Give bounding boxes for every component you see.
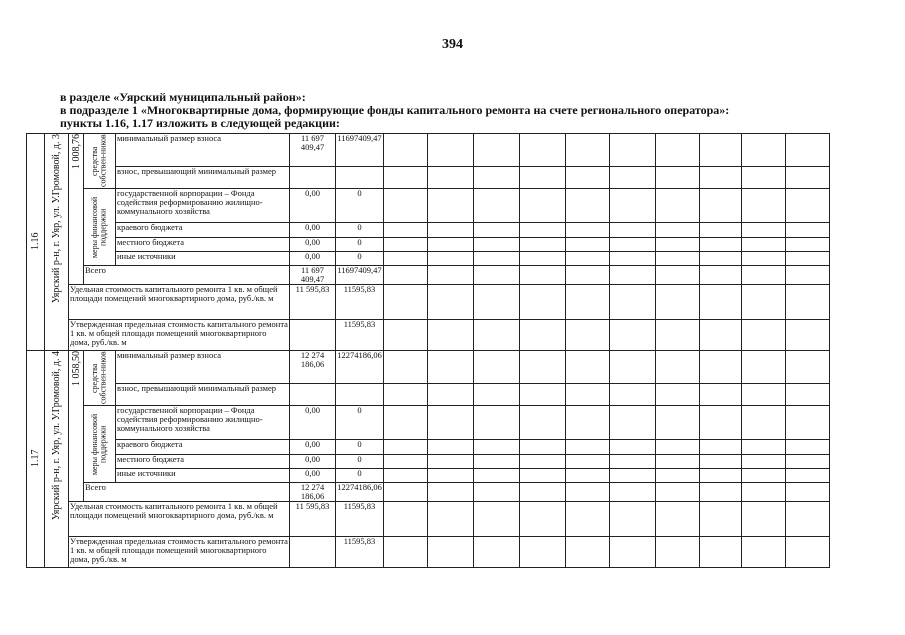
value-cell	[290, 320, 336, 351]
empty-cell	[428, 483, 474, 502]
empty-cell	[428, 266, 474, 285]
owners-group-label: средства собствен-ников	[90, 134, 108, 188]
empty-cell	[656, 266, 700, 285]
empty-cell	[700, 468, 742, 482]
empty-cell	[520, 468, 566, 482]
empty-cell	[428, 537, 474, 568]
row-label: местного бюджета	[116, 454, 290, 468]
table-row	[27, 320, 830, 351]
empty-cell	[566, 440, 610, 454]
value-cell: 11595,83	[336, 320, 384, 351]
value-cell: 0,00	[290, 223, 336, 237]
empty-cell	[428, 351, 474, 384]
empty-cell	[384, 440, 428, 454]
empty-cell	[742, 468, 786, 482]
empty-cell	[520, 189, 566, 223]
empty-cell	[742, 483, 786, 502]
empty-cell	[384, 502, 428, 537]
table-row	[27, 454, 830, 468]
empty-cell	[656, 285, 700, 320]
value-cell: 0	[336, 468, 384, 482]
empty-cell	[610, 468, 656, 482]
empty-cell	[384, 351, 428, 384]
value-cell: 0	[336, 251, 384, 265]
empty-cell	[610, 189, 656, 223]
empty-cell	[520, 285, 566, 320]
empty-cell	[700, 320, 742, 351]
empty-cell	[428, 189, 474, 223]
empty-cell	[384, 383, 428, 405]
empty-cell	[786, 483, 830, 502]
empty-cell	[566, 468, 610, 482]
value-cell	[290, 383, 336, 405]
empty-cell	[786, 134, 830, 167]
row-label: краевого бюджета	[116, 440, 290, 454]
empty-cell	[610, 406, 656, 440]
value-cell: 0,00	[290, 406, 336, 440]
value-cell: 0	[336, 440, 384, 454]
empty-cell	[786, 223, 830, 237]
support-group-cell	[84, 406, 116, 483]
empty-cell	[786, 502, 830, 537]
empty-cell	[742, 223, 786, 237]
empty-cell	[384, 406, 428, 440]
empty-cell	[656, 468, 700, 482]
empty-cell	[700, 266, 742, 285]
empty-cell	[656, 383, 700, 405]
empty-cell	[656, 537, 700, 568]
row-label: Удельная стоимость капитального ремонта 1 кв. м общей площади помещений многоквартирного дома, руб./кв. м	[69, 285, 290, 320]
address-cell	[45, 134, 69, 351]
empty-cell	[610, 351, 656, 384]
empty-cell	[656, 223, 700, 237]
empty-cell	[786, 454, 830, 468]
intro-line: в разделе «Уярский муниципальный район»:	[60, 90, 306, 104]
empty-cell	[474, 223, 520, 237]
empty-cell	[786, 406, 830, 440]
support-group-cell	[84, 189, 116, 266]
empty-cell	[474, 189, 520, 223]
empty-cell	[786, 440, 830, 454]
table-row	[27, 351, 830, 384]
empty-cell	[786, 251, 830, 265]
empty-cell	[700, 285, 742, 320]
empty-cell	[520, 454, 566, 468]
empty-cell	[656, 237, 700, 251]
empty-cell	[610, 134, 656, 167]
empty-cell	[610, 483, 656, 502]
intro-text	[60, 91, 729, 130]
empty-cell	[566, 406, 610, 440]
empty-cell	[700, 483, 742, 502]
empty-cell	[384, 237, 428, 251]
empty-cell	[700, 383, 742, 405]
row-label: Утвержденная предельная стоимость капитального ремонта 1 кв. м общей площади помещений многоквартирного дома, руб./кв. м	[69, 320, 290, 351]
value-cell: 11595,83	[336, 537, 384, 568]
empty-cell	[700, 502, 742, 537]
empty-cell	[610, 502, 656, 537]
empty-cell	[742, 537, 786, 568]
table-row	[27, 189, 830, 223]
empty-cell	[384, 454, 428, 468]
empty-cell	[786, 351, 830, 384]
empty-cell	[700, 237, 742, 251]
empty-cell	[384, 266, 428, 285]
empty-cell	[742, 351, 786, 384]
empty-cell	[700, 351, 742, 384]
empty-cell	[428, 166, 474, 188]
table-row	[27, 285, 830, 320]
table-row	[27, 134, 830, 167]
empty-cell	[428, 223, 474, 237]
item-number: 1.16	[30, 232, 41, 251]
empty-cell	[786, 266, 830, 285]
empty-cell	[428, 502, 474, 537]
table-row	[27, 383, 830, 405]
table-row	[27, 166, 830, 188]
item-number-cell	[27, 134, 45, 351]
table-row	[27, 406, 830, 440]
empty-cell	[610, 251, 656, 265]
value-cell: 11 697 409,47	[290, 266, 336, 285]
row-label: иные источники	[116, 468, 290, 482]
empty-cell	[656, 351, 700, 384]
intro-line: пункты 1.16, 1.17 изложить в следующей редакции:	[60, 116, 340, 130]
row-label: минимальный размер взноса	[116, 134, 290, 167]
value-cell: 12274186,06	[336, 351, 384, 384]
value-cell: 0	[336, 189, 384, 223]
item-number: 1.17	[30, 449, 41, 468]
empty-cell	[700, 134, 742, 167]
empty-cell	[428, 320, 474, 351]
empty-cell	[700, 251, 742, 265]
empty-cell	[474, 134, 520, 167]
empty-cell	[384, 468, 428, 482]
empty-cell	[520, 237, 566, 251]
row-label: государственной корпорации – Фонда содействия реформированию жилищно-коммунального хозяйства	[116, 189, 290, 223]
row-label: Утвержденная предельная стоимость капитального ремонта 1 кв. м общей площади помещений многоквартирного дома, руб./кв. м	[69, 537, 290, 568]
table-row	[27, 502, 830, 537]
row-label: краевого бюджета	[116, 223, 290, 237]
empty-cell	[428, 440, 474, 454]
empty-cell	[742, 440, 786, 454]
empty-cell	[566, 189, 610, 223]
empty-cell	[384, 483, 428, 502]
empty-cell	[700, 537, 742, 568]
empty-cell	[428, 251, 474, 265]
empty-cell	[742, 406, 786, 440]
empty-cell	[520, 223, 566, 237]
row-label: Всего	[84, 266, 290, 285]
empty-cell	[520, 406, 566, 440]
value-cell: 0	[336, 237, 384, 251]
empty-cell	[566, 483, 610, 502]
empty-cell	[520, 502, 566, 537]
table-row	[27, 266, 830, 285]
empty-cell	[520, 537, 566, 568]
empty-cell	[474, 320, 520, 351]
empty-cell	[474, 266, 520, 285]
empty-cell	[474, 502, 520, 537]
support-group-label: меры финансовой поддержки	[90, 196, 108, 258]
item-number-cell	[27, 351, 45, 568]
empty-cell	[610, 383, 656, 405]
empty-cell	[566, 251, 610, 265]
empty-cell	[656, 440, 700, 454]
value-cell: 11697409,47	[336, 134, 384, 167]
empty-cell	[474, 251, 520, 265]
empty-cell	[700, 189, 742, 223]
empty-cell	[656, 189, 700, 223]
value-cell: 0,00	[290, 454, 336, 468]
empty-cell	[742, 502, 786, 537]
empty-cell	[428, 454, 474, 468]
empty-cell	[610, 237, 656, 251]
empty-cell	[610, 454, 656, 468]
empty-cell	[656, 320, 700, 351]
empty-cell	[384, 134, 428, 167]
value-cell	[336, 383, 384, 405]
empty-cell	[700, 223, 742, 237]
value-cell: 12 274 186,06	[290, 483, 336, 502]
empty-cell	[384, 166, 428, 188]
value-cell	[290, 166, 336, 188]
empty-cell	[656, 134, 700, 167]
empty-cell	[520, 320, 566, 351]
empty-cell	[384, 537, 428, 568]
building-area: 1 008,76	[70, 134, 82, 169]
table-row	[27, 237, 830, 251]
area-cell	[69, 351, 84, 502]
empty-cell	[566, 223, 610, 237]
empty-cell	[474, 285, 520, 320]
row-label: государственной корпорации – Фонда содействия реформированию жилищно-коммунального хозяйства	[116, 406, 290, 440]
empty-cell	[474, 166, 520, 188]
empty-cell	[428, 406, 474, 440]
empty-cell	[520, 440, 566, 454]
empty-cell	[566, 285, 610, 320]
value-cell	[336, 166, 384, 188]
empty-cell	[566, 502, 610, 537]
empty-cell	[786, 383, 830, 405]
empty-cell	[610, 440, 656, 454]
value-cell: 11595,83	[336, 285, 384, 320]
empty-cell	[520, 166, 566, 188]
financing-table	[26, 133, 830, 568]
area-cell	[69, 134, 84, 285]
row-label: минимальный размер взноса	[116, 351, 290, 384]
empty-cell	[520, 383, 566, 405]
address-cell	[45, 351, 69, 568]
value-cell	[290, 537, 336, 568]
table-row	[27, 440, 830, 454]
value-cell: 11 595,83	[290, 502, 336, 537]
empty-cell	[384, 320, 428, 351]
value-cell: 11 697 409,47	[290, 134, 336, 167]
support-group-label: меры финансовой поддержки	[90, 413, 108, 475]
empty-cell	[656, 166, 700, 188]
empty-cell	[786, 237, 830, 251]
empty-cell	[742, 266, 786, 285]
row-label: Удельная стоимость капитального ремонта 1 кв. м общей площади помещений многоквартирного дома, руб./кв. м	[69, 502, 290, 537]
empty-cell	[610, 285, 656, 320]
value-cell: 0,00	[290, 251, 336, 265]
empty-cell	[742, 189, 786, 223]
empty-cell	[566, 454, 610, 468]
empty-cell	[428, 285, 474, 320]
value-cell: 0	[336, 223, 384, 237]
empty-cell	[474, 237, 520, 251]
empty-cell	[786, 537, 830, 568]
empty-cell	[428, 468, 474, 482]
row-label: местного бюджета	[116, 237, 290, 251]
value-cell: 0,00	[290, 468, 336, 482]
empty-cell	[566, 266, 610, 285]
value-cell: 11 595,83	[290, 285, 336, 320]
empty-cell	[786, 166, 830, 188]
empty-cell	[566, 537, 610, 568]
building-area: 1 058,50	[70, 351, 82, 386]
intro-line: в подразделе 1 «Многоквартирные дома, формирующие фонды капитального ремонта на счете регионального оператора»:	[60, 103, 730, 117]
empty-cell	[520, 251, 566, 265]
empty-cell	[700, 440, 742, 454]
row-label: взнос, превышающий минимальный размер	[116, 166, 290, 188]
empty-cell	[742, 383, 786, 405]
empty-cell	[656, 251, 700, 265]
table-row	[27, 251, 830, 265]
empty-cell	[786, 320, 830, 351]
empty-cell	[520, 483, 566, 502]
empty-cell	[428, 237, 474, 251]
empty-cell	[384, 189, 428, 223]
empty-cell	[474, 351, 520, 384]
empty-cell	[474, 537, 520, 568]
empty-cell	[428, 383, 474, 405]
value-cell: 12 274 186,06	[290, 351, 336, 384]
empty-cell	[474, 440, 520, 454]
empty-cell	[742, 285, 786, 320]
table-row	[27, 223, 830, 237]
empty-cell	[520, 351, 566, 384]
empty-cell	[610, 537, 656, 568]
empty-cell	[786, 285, 830, 320]
empty-cell	[384, 223, 428, 237]
empty-cell	[656, 454, 700, 468]
building-address: Уярский р-н, г. Уяр, ул. У.Громовой, д. 4	[51, 351, 62, 521]
empty-cell	[566, 237, 610, 251]
value-cell: 12274186,06	[336, 483, 384, 502]
value-cell: 11595,83	[336, 502, 384, 537]
empty-cell	[610, 320, 656, 351]
empty-cell	[566, 166, 610, 188]
empty-cell	[610, 266, 656, 285]
empty-cell	[428, 134, 474, 167]
empty-cell	[520, 266, 566, 285]
empty-cell	[384, 251, 428, 265]
owners-group-cell	[84, 351, 116, 406]
empty-cell	[656, 483, 700, 502]
empty-cell	[610, 223, 656, 237]
table-row	[27, 483, 830, 502]
empty-cell	[700, 166, 742, 188]
row-label: Всего	[84, 483, 290, 502]
empty-cell	[384, 285, 428, 320]
empty-cell	[786, 189, 830, 223]
building-address: Уярский р-н, г. Уяр, ул. У.Громовой, д. 3	[51, 134, 62, 304]
value-cell: 0,00	[290, 237, 336, 251]
empty-cell	[474, 468, 520, 482]
row-label: взнос, превышающий минимальный размер	[116, 383, 290, 405]
empty-cell	[700, 454, 742, 468]
empty-cell	[700, 406, 742, 440]
empty-cell	[474, 383, 520, 405]
empty-cell	[742, 320, 786, 351]
empty-cell	[786, 468, 830, 482]
empty-cell	[742, 134, 786, 167]
row-label: иные источники	[116, 251, 290, 265]
value-cell: 0	[336, 454, 384, 468]
empty-cell	[566, 351, 610, 384]
empty-cell	[742, 251, 786, 265]
table-row	[27, 537, 830, 568]
owners-group-cell	[84, 134, 116, 189]
empty-cell	[566, 320, 610, 351]
empty-cell	[566, 383, 610, 405]
empty-cell	[474, 454, 520, 468]
value-cell: 0	[336, 406, 384, 440]
empty-cell	[656, 502, 700, 537]
empty-cell	[474, 406, 520, 440]
empty-cell	[566, 134, 610, 167]
empty-cell	[742, 166, 786, 188]
value-cell: 11697409,47	[336, 266, 384, 285]
empty-cell	[610, 166, 656, 188]
empty-cell	[742, 454, 786, 468]
owners-group-label: средства собствен-ников	[90, 351, 108, 405]
table-row	[27, 468, 830, 482]
empty-cell	[474, 483, 520, 502]
value-cell: 0,00	[290, 189, 336, 223]
empty-cell	[742, 237, 786, 251]
empty-cell	[656, 406, 700, 440]
value-cell: 0,00	[290, 440, 336, 454]
page-number: 394	[442, 37, 463, 52]
empty-cell	[520, 134, 566, 167]
